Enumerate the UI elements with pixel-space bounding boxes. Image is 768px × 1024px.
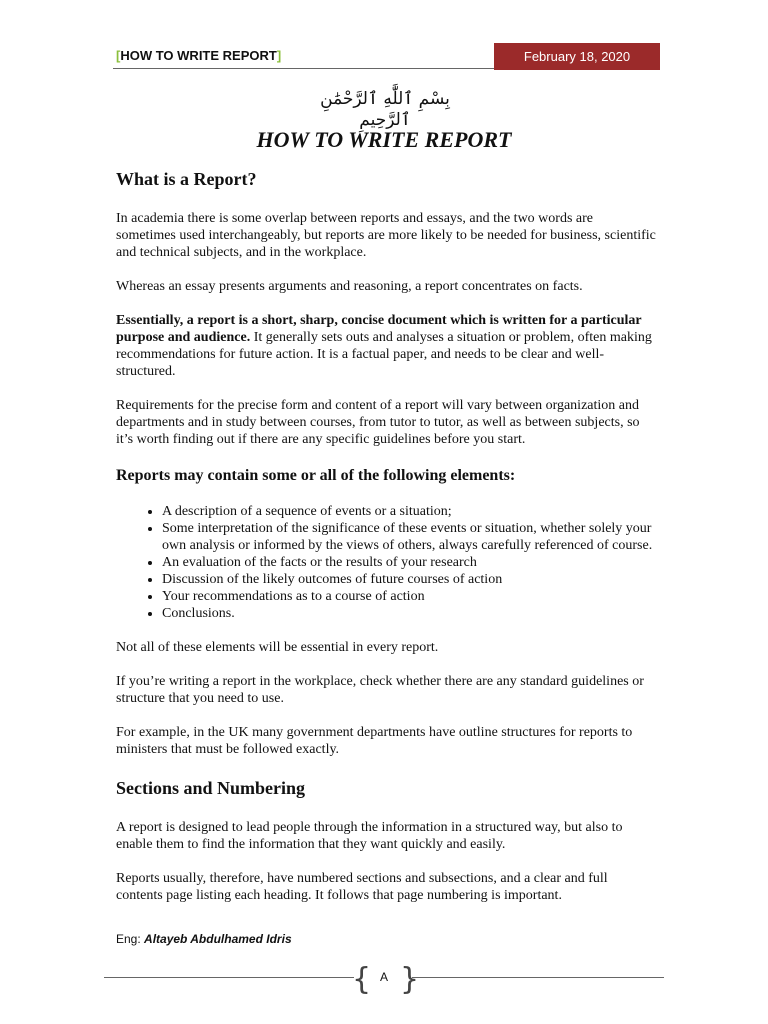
header-bracket-open: [ [116, 48, 121, 63]
paragraph-3-rest: It generally sets outs and analyses a situation or problem, often making recommendations for future action. It is a factual paper, and needs to be clear and well-structured. [116, 330, 652, 379]
footer-divider-left [104, 977, 354, 978]
paragraph-5: Not all of these elements will be essential in every report. [116, 640, 439, 655]
author-prefix: Eng: [116, 932, 145, 946]
elements-list [116, 503, 656, 622]
list-item: • Conclusions. [162, 605, 656, 622]
header-divider [113, 68, 495, 69]
left-brace-icon: { [352, 962, 372, 997]
section-heading-what-is-report: What is a Report? [116, 169, 257, 189]
paragraph-6: If you’re writing a report in the workplace, check whether there are any standard guidelines or structure that you need to use. [116, 674, 644, 706]
paragraph-7: For example, in the UK many government departments have outline structures for reports to ministers that must be followed exactly. [116, 725, 633, 757]
header-title [116, 48, 281, 63]
paragraph-3 [116, 312, 656, 380]
header-bracket-close: ] [276, 48, 282, 63]
list-item: • A description of a sequence of events or a situation; [162, 503, 656, 520]
list-item: • An evaluation of the facts or the results of your research [162, 554, 656, 571]
basmala-text: بِسْمِ ٱللَّٰهِ ٱلرَّحْمَٰنِ ٱلرَّحِيمِ [320, 89, 450, 130]
list-item: • Discussion of the likely outcomes of future courses of action [162, 571, 656, 588]
author-name: Altayeb Abdulhamed Idris [144, 932, 292, 946]
paragraph-9: Reports usually, therefore, have numbered sections and subsections, and a clear and full contents page listing each heading. It follows that page numbering is important. [116, 871, 608, 903]
paragraph-4: Requirements for the precise form and content of a report will vary between organization and departments and in study between courses, from tutor to tutor, as well as between subjects, so it’s worth finding out if there are any specific guidelines before you start. [116, 398, 640, 447]
paragraph-1: In academia there is some overlap between reports and essays, and the two words are sometimes used interchangeably, but reports are more likely to be needed for business, scientific and technical subjects, and in the workplace. [116, 211, 656, 260]
author-line [116, 932, 292, 946]
paragraph-2: Whereas an essay presents arguments and reasoning, a report concentrates on facts. [116, 279, 583, 294]
list-item: • Your recommendations as to a course of action [162, 588, 656, 605]
header-title-text: HOW TO WRITE REPORT [120, 48, 277, 63]
right-brace-icon: } [400, 962, 420, 997]
paragraph-8: A report is designed to lead people through the information in a structured way, but also to enable them to find the information that they want quickly and easily. [116, 820, 623, 852]
list-item: • Some interpretation of the significance of these events or situation, whether solely your own analysis or informed by the views of others, always carefully referenced of course. [162, 520, 656, 554]
section-heading-numbering: Sections and Numbering [116, 778, 306, 798]
section-heading-elements: Reports may contain some or all of the following elements: [116, 467, 516, 484]
page-number: A [379, 970, 388, 984]
page-header [0, 0, 768, 72]
header-date: February 18, 2020 [494, 43, 660, 70]
document-body [116, 166, 656, 921]
footer-divider-right [412, 977, 664, 978]
paragraph-3-bold: Essentially, a report is a short, sharp, concise document which is written for a particular purpose and audience. [116, 313, 642, 345]
document-title: HOW TO WRITE REPORT [256, 127, 512, 152]
